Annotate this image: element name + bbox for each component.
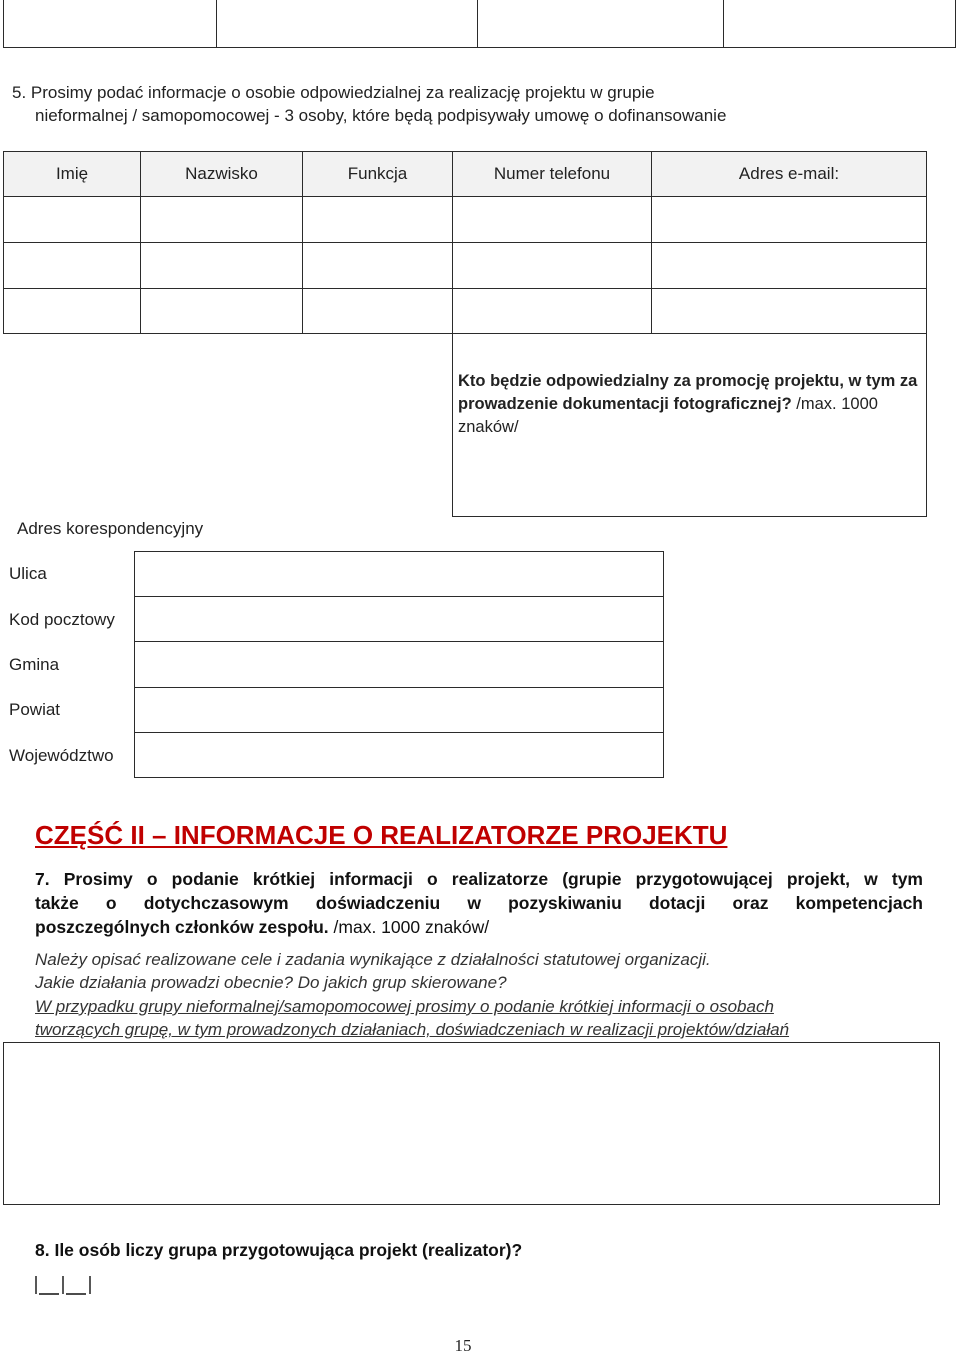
question7-line3	[35, 915, 923, 939]
person1-last-name-field[interactable]	[140, 196, 303, 243]
promotion-question-line3: znaków/	[458, 418, 519, 436]
top-table-cell-3	[477, 0, 724, 48]
question7-limit: /max. 1000 znaków/	[328, 917, 490, 937]
question5-line2: nieformalnej / samopomocowej - 3 osoby, które będą podpisywały umowę o dofinansowanie	[35, 106, 727, 125]
person1-email-field[interactable]	[651, 196, 927, 243]
question7-answer-box[interactable]	[3, 1042, 940, 1205]
promotion-question-limit: /max. 1000	[791, 395, 878, 413]
question8-answer-boxes-drawing	[35, 1274, 95, 1296]
person2-function-field[interactable]	[302, 242, 453, 289]
person2-phone-field[interactable]	[452, 242, 652, 289]
question7-hint3: W przypadku grupy nieformalnej/samopomocowej prosimy o podanie krótkiej informacji o osobach	[35, 997, 774, 1016]
promotion-question	[458, 370, 918, 439]
person1-phone-field[interactable]	[452, 196, 652, 243]
address-label-county: Powiat	[9, 700, 61, 719]
person3-phone-field[interactable]	[452, 288, 652, 334]
person2-email-field[interactable]	[651, 242, 927, 289]
question7-hint2: Jakie działania prowadzi obecnie? Do jakich grup skierowane?	[35, 973, 507, 992]
person1-function-field[interactable]	[302, 196, 453, 243]
column-header-phone	[452, 151, 652, 197]
question7-hint1: Należy opisać realizowane cele i zadania wynikające z działalności statutowej organizacji.	[35, 950, 711, 969]
address-voivodeship-field[interactable]	[134, 732, 664, 778]
promotion-question-line2	[458, 393, 918, 416]
part2-heading: CZĘŚĆ II – INFORMACJE O REALIZATORZE PROJEKTU	[35, 820, 728, 850]
question7-line1: 7. Prosimy o podanie krótkiej informacji o realizatorze (grupie przygotowującej projekt, w tym	[35, 869, 923, 889]
column-header-first-name-label: Imię	[55, 164, 89, 183]
person3-email-field[interactable]	[651, 288, 927, 334]
person3-first-name-field[interactable]	[3, 288, 141, 334]
column-header-first-name	[3, 151, 141, 197]
question8-answer-boxes[interactable]	[35, 1274, 95, 1296]
top-table-cell-4	[723, 0, 956, 48]
page-number: 15	[454, 1336, 472, 1355]
person2-last-name-field[interactable]	[140, 242, 303, 289]
address-label-postal-code: Kod pocztowy	[9, 610, 115, 629]
question7-line3-bold: poszczególnych członków zespołu.	[35, 917, 329, 937]
address-title: Adres korespondencyjny	[17, 519, 204, 538]
person2-first-name-field[interactable]	[3, 242, 141, 289]
top-table-cell-1	[3, 0, 217, 48]
person3-function-field[interactable]	[302, 288, 453, 334]
column-header-last-name-label: Nazwisko	[185, 164, 258, 183]
promotion-question-line1: Kto będzie odpowiedzialny za promocję projektu, w tym za	[458, 372, 918, 390]
top-table-cell-2	[216, 0, 478, 48]
question7-hint4: tworzących grupę, w tym prowadzonych działaniach, doświadczeniach w realizacji projektów/działań	[35, 1020, 790, 1039]
column-header-function	[302, 151, 453, 197]
address-municipality-field[interactable]	[134, 641, 664, 688]
address-county-field[interactable]	[134, 687, 664, 733]
person3-last-name-field[interactable]	[140, 288, 303, 334]
column-header-function-label: Funkcja	[347, 164, 408, 183]
column-header-last-name	[140, 151, 303, 197]
question7	[35, 867, 923, 939]
person1-first-name-field[interactable]	[3, 196, 141, 243]
column-header-phone-label: Numer telefonu	[493, 164, 611, 183]
column-header-email-label: Adres e-mail:	[738, 164, 840, 183]
address-label-municipality: Gmina	[9, 655, 60, 674]
address-postal-code-field[interactable]	[134, 596, 664, 642]
question5-line1: 5. Prosimy podać informacje o osobie odpowiedzialnej za realizację projektu w grupie	[12, 83, 655, 102]
column-header-email	[651, 151, 927, 197]
promotion-question-line2-bold: prowadzenie dokumentacji fotograficznej?	[458, 395, 792, 413]
question8-text: 8. Ile osób liczy grupa przygotowująca projekt (realizator)?	[35, 1240, 523, 1260]
question7-line2: także o dotychczasowym doświadczeniu w pozyskiwaniu dotacji oraz kompetencjach	[35, 893, 923, 913]
address-street-field[interactable]	[134, 551, 664, 597]
address-label-voivodeship: Województwo	[9, 746, 114, 765]
address-label-street: Ulica	[9, 564, 47, 583]
